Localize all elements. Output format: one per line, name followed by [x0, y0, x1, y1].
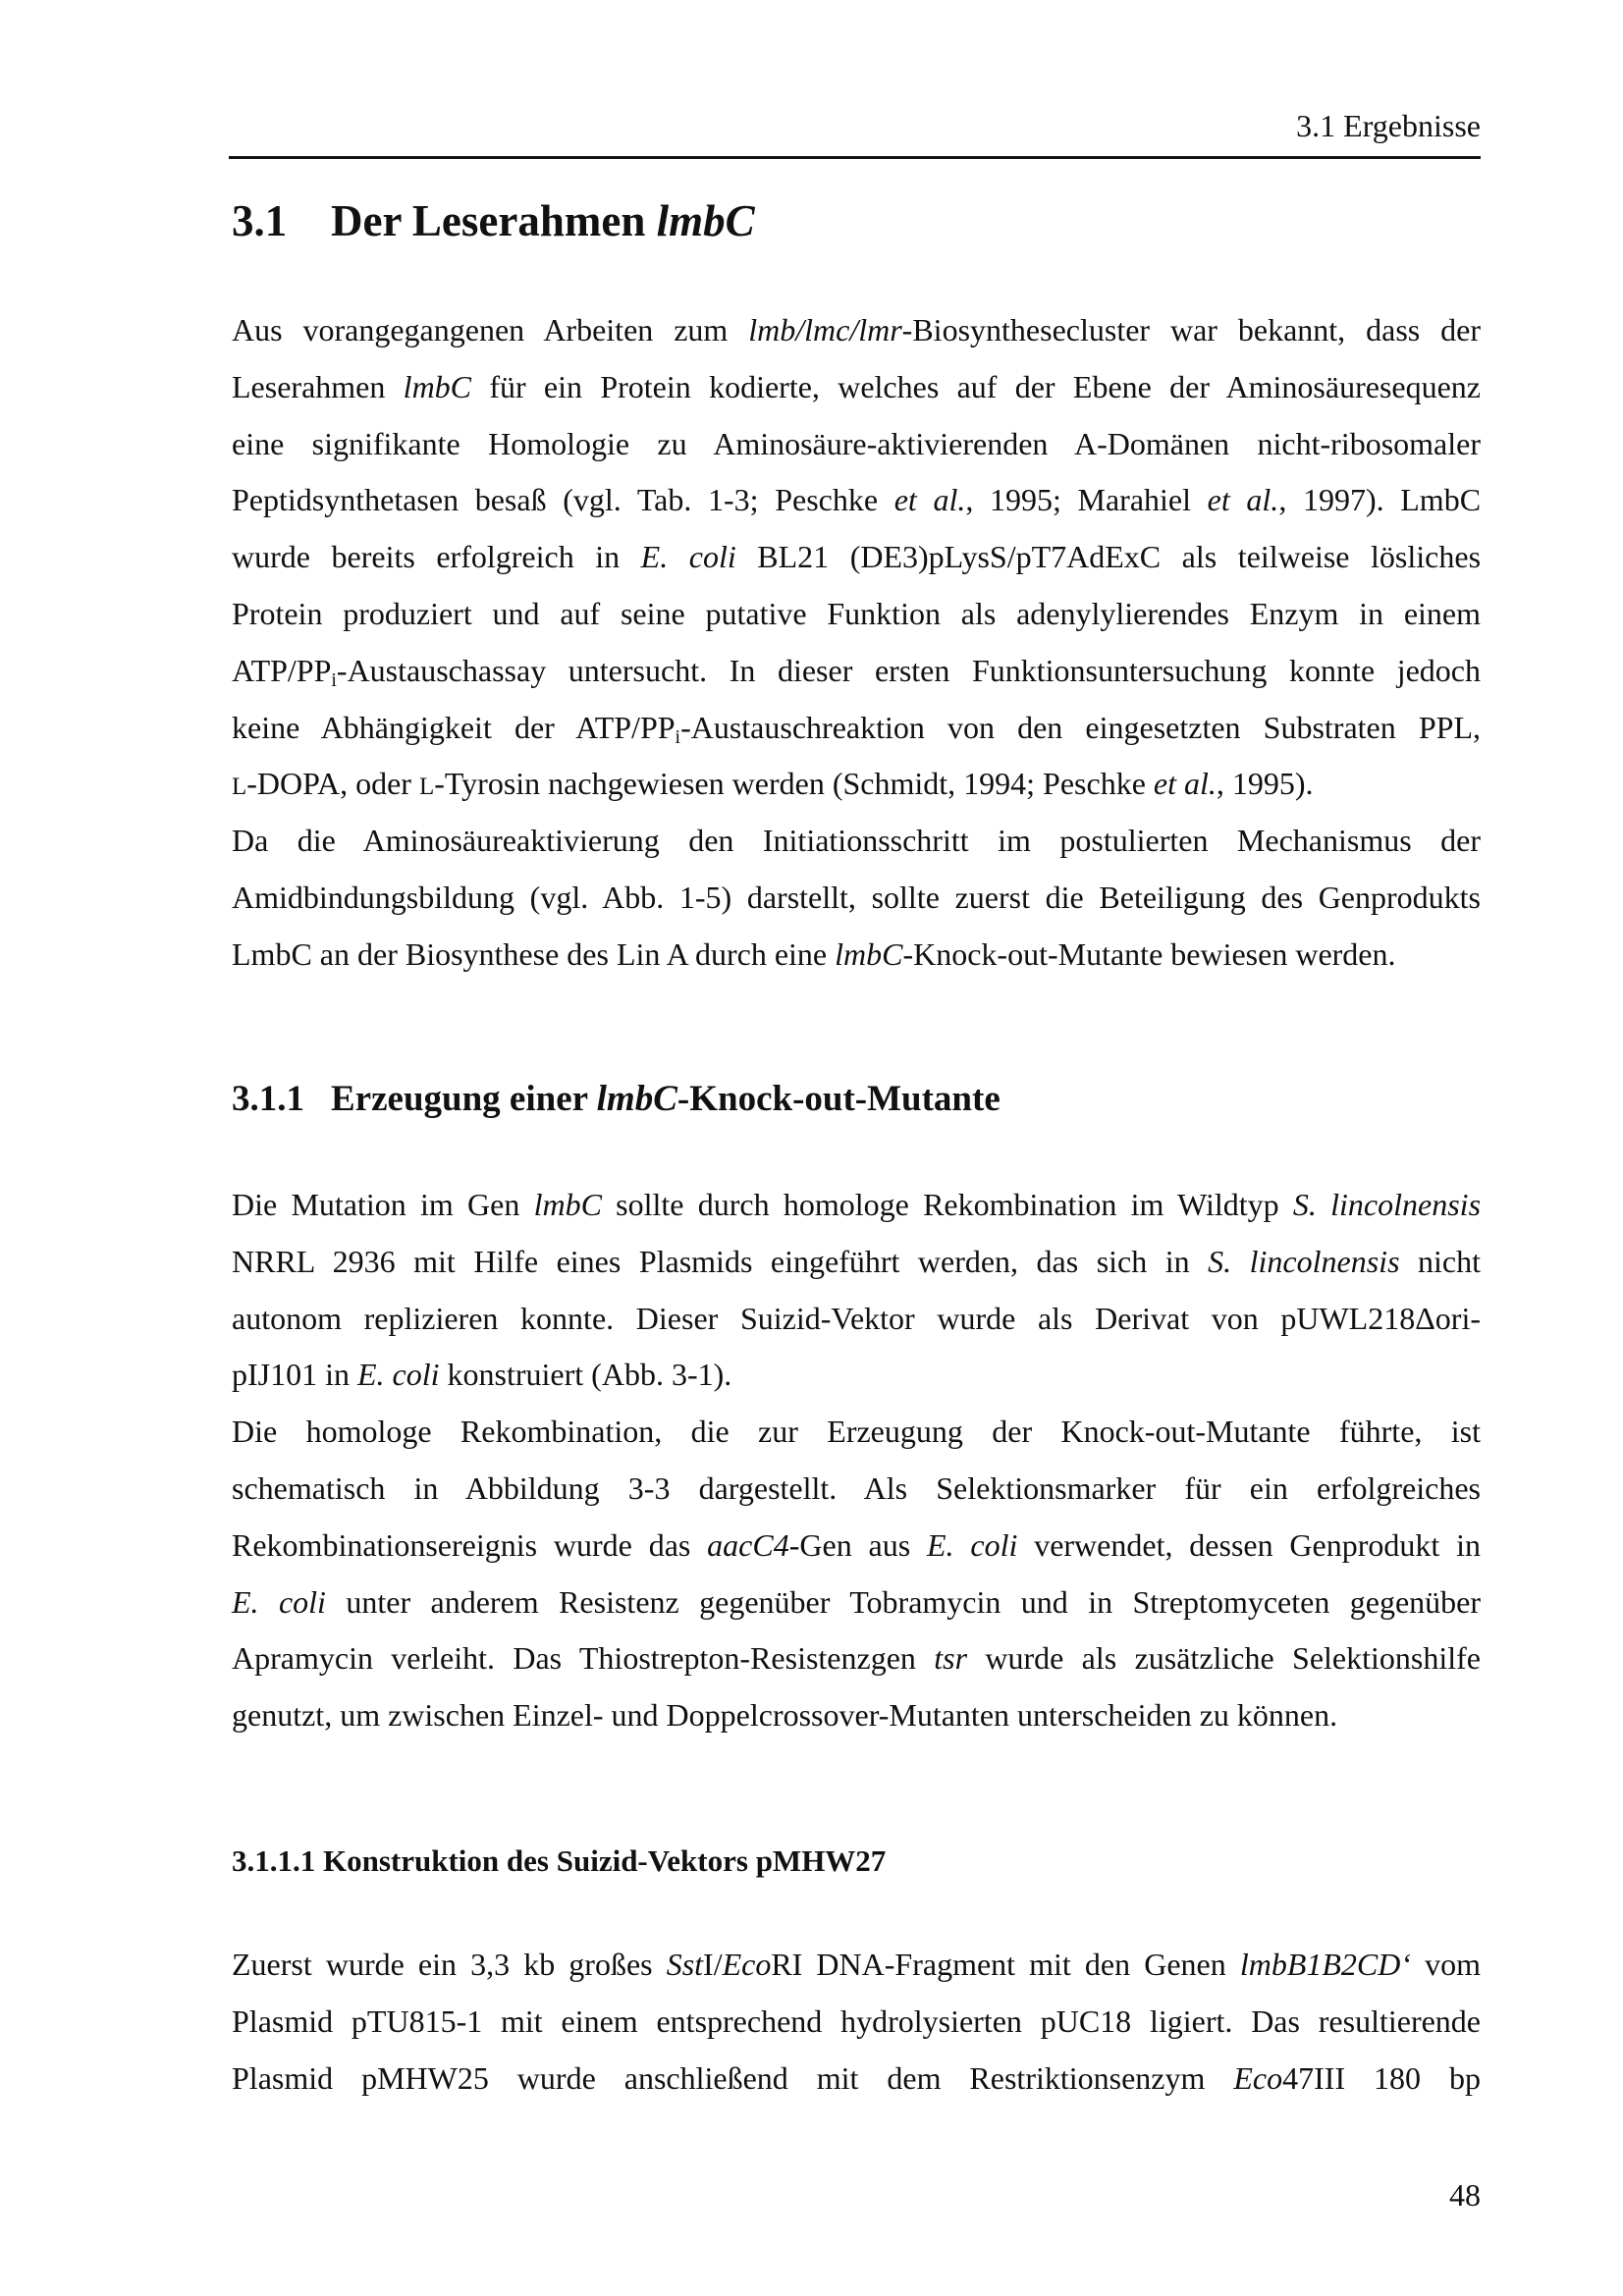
- text-segment: -Tyrosin nachgewiesen werden (Schmidt, 1994; Peschke: [434, 766, 1154, 802]
- text-line: [232, 1687, 1481, 1744]
- section-number: 3.1.1: [232, 1079, 304, 1119]
- text-line: [232, 2051, 1481, 2108]
- section-title: Erzeugung einer: [331, 1079, 597, 1119]
- subscript-text: i: [331, 668, 337, 691]
- section-heading-3-1: [232, 192, 755, 249]
- section-title: Der Leserahmen: [331, 196, 657, 245]
- italic-text: E. coli: [232, 1583, 326, 1620]
- text-segment: , 1995).: [1216, 766, 1314, 802]
- text-segment: ATP/PP: [232, 652, 332, 688]
- text-segment: Plasmid pTU815-1 mit einem entsprechend hydrolysierten pUC18 ligiert. Das resultierende: [232, 2002, 1481, 2039]
- text-segment: sollte durch homologe Rekombination im Wildtyp: [601, 1187, 1293, 1222]
- text-segment: genutzt, um zwischen Einzel- und Doppelcrossover-Mutanten unterscheiden zu können.: [232, 1697, 1338, 1734]
- text-segment: I/: [703, 1947, 723, 1982]
- section-title-gene: lmbC: [596, 1079, 677, 1119]
- text-segment: Aus vorangegangenen Arbeiten zum: [232, 312, 749, 347]
- text-line: [232, 1461, 1481, 1518]
- text-segment: -DOPA, oder: [246, 766, 419, 802]
- text-segment: wurde bereits erfolgreich in: [232, 539, 641, 575]
- text-segment: -Austauschreaktion von den eingesetzten Substraten PPL,: [680, 709, 1482, 745]
- text-line: [232, 1347, 1481, 1404]
- text-line: [232, 643, 1481, 700]
- page-number: 48: [1449, 2177, 1481, 2213]
- text-segment: nicht: [1399, 1243, 1482, 1279]
- section-heading-3-1-1-1: 3.1.1.1 Konstruktion des Suizid-Vektors pMHW27: [232, 1843, 887, 1878]
- text-segment: wurde als zusätzliche Selektionshilfe: [967, 1640, 1482, 1677]
- text-segment: Zuerst wurde ein 3,3 kb großes: [232, 1947, 667, 1982]
- italic-text: E. coli: [357, 1357, 440, 1393]
- italic-text: Sst: [666, 1947, 704, 1982]
- italic-text: Eco: [722, 1947, 772, 1982]
- text-segment: BL21 (DE3)pLysS/pT7AdExC als teilweise lösliches: [735, 539, 1482, 575]
- italic-text: S. lincolnensis: [1292, 1187, 1482, 1222]
- text-line: [232, 416, 1481, 473]
- subscript-text: i: [675, 725, 681, 748]
- text-line: [232, 1575, 1481, 1631]
- text-segment: LmbC an der Biosynthese des Lin A durch eine: [232, 935, 836, 972]
- text-segment: unter anderem Resistenz gegenüber Tobramycin und in Streptomyceten gegenüber: [325, 1583, 1482, 1620]
- text-segment: Die Mutation im Gen: [232, 1187, 534, 1222]
- text-line: [232, 359, 1481, 416]
- text-segment: schematisch in Abbildung 3-3 dargestellt. Als Selektionsmarker für ein erfolgreiches: [232, 1469, 1481, 1506]
- section-title-gene: lmbC: [656, 196, 755, 245]
- text-segment: Protein produziert und auf seine putative Funktion als adenylylierendes Enzym in einem: [232, 595, 1481, 631]
- text-line: [232, 529, 1481, 586]
- text-line: [232, 586, 1481, 643]
- small-caps-text: L: [418, 774, 435, 801]
- italic-text: et al.: [1153, 766, 1217, 802]
- text-line: [232, 927, 1481, 984]
- text-segment: Die homologe Rekombination, die zur Erzeugung der Knock-out-Mutante führte, ist: [232, 1414, 1481, 1450]
- italic-text: et al.: [893, 482, 966, 518]
- text-segment: konstruiert (Abb. 3-1).: [439, 1357, 732, 1393]
- text-segment: NRRL 2936 mit Hilfe eines Plasmids eingeführt werden, das sich in: [232, 1243, 1209, 1279]
- paragraph-block-1: [232, 302, 1481, 984]
- italic-text: tsr: [934, 1640, 968, 1677]
- header-rule: [229, 156, 1481, 159]
- italic-text: E. coli: [640, 539, 736, 575]
- text-line: [232, 813, 1481, 870]
- text-segment: keine Abhängigkeit der ATP/PP: [232, 709, 676, 745]
- text-segment: -Austauschassay untersucht. In dieser ersten Funktionsuntersuchung konnte jedoch: [336, 652, 1481, 688]
- text-segment: -Gen aus: [788, 1526, 927, 1563]
- italic-text: S. lincolnensis: [1208, 1243, 1400, 1279]
- text-segment: Peptidsynthetasen besaß (vgl. Tab. 1-3; Peschke: [232, 482, 894, 518]
- section-heading-3-1-1: [232, 1076, 1001, 1123]
- text-segment: für ein Protein kodierte, welches auf der Ebene der Aminosäuresequenz: [471, 368, 1482, 404]
- italic-text: lmbB1B2CD‘: [1239, 1947, 1412, 1982]
- text-segment: pIJ101 in: [232, 1357, 357, 1393]
- text-segment: autonom replizieren konnte. Dieser Suizid-Vektor wurde als Derivat von pUWL218Δori-: [232, 1300, 1481, 1336]
- text-segment: Rekombinationsereignis wurde das: [232, 1526, 708, 1563]
- italic-text: lmbC: [403, 368, 472, 404]
- text-line: [232, 756, 1481, 813]
- text-segment: Leserahmen: [232, 368, 404, 404]
- small-caps-text: L: [232, 774, 247, 801]
- text-line: [232, 1630, 1481, 1687]
- text-line: [232, 1994, 1481, 2051]
- text-line: [232, 472, 1481, 529]
- italic-text: et al.: [1207, 482, 1279, 518]
- italic-text: lmbC: [533, 1187, 602, 1222]
- text-line: [232, 1177, 1481, 1234]
- section-title-suffix: -Knock-out-Mutante: [676, 1079, 1001, 1119]
- text-line: [232, 1937, 1481, 1994]
- text-segment: -Biosynthesecluster war bekannt, dass der: [901, 312, 1482, 347]
- text-segment: eine signifikante Homologie zu Aminosäure-aktivierenden A-Domänen nicht-ribosomaler: [232, 425, 1481, 461]
- italic-text: Eco: [1233, 2059, 1283, 2096]
- text-segment: , 1995; Marahiel: [965, 482, 1208, 518]
- text-segment: , 1997). LmbC: [1278, 482, 1482, 518]
- section-number: 3.1: [232, 196, 288, 245]
- text-line: [232, 1291, 1481, 1348]
- italic-text: lmbC: [835, 935, 903, 972]
- text-line: [232, 1518, 1481, 1575]
- text-segment: Da die Aminosäureaktivierung den Initiationsschritt im postulierten Mechanismus der: [232, 823, 1481, 859]
- text-line: [232, 870, 1481, 927]
- text-line: [232, 700, 1481, 757]
- text-line: [232, 1404, 1481, 1461]
- text-segment: Amidbindungsbildung (vgl. Abb. 1-5) darstellt, sollte zuerst die Beteiligung des Genprodukts: [232, 879, 1481, 915]
- text-line: [232, 302, 1481, 359]
- text-segment: -Knock-out-Mutante bewiesen werden.: [902, 935, 1396, 972]
- text-segment: 47III 180 bp: [1282, 2059, 1482, 2096]
- text-segment: Plasmid pMHW25 wurde anschließend mit dem Restriktionsenzym: [232, 2059, 1234, 2096]
- text-segment: RI DNA-Fragment mit den Genen: [771, 1947, 1240, 1982]
- italic-text: E. coli: [927, 1526, 1018, 1563]
- text-segment: Apramycin verleiht. Das Thiostrepton-Resistenzgen: [232, 1640, 935, 1677]
- text-segment: vom: [1411, 1947, 1481, 1982]
- paragraph-block-3: [232, 1937, 1481, 2107]
- italic-text: lmb/lmc/lmr: [748, 312, 902, 347]
- paragraph-block-2: [232, 1177, 1481, 1744]
- italic-text: aacC4: [707, 1526, 789, 1563]
- running-head: 3.1 Ergebnisse: [1296, 108, 1481, 143]
- text-line: [232, 1234, 1481, 1291]
- text-segment: verwendet, dessen Genprodukt in: [1017, 1526, 1481, 1563]
